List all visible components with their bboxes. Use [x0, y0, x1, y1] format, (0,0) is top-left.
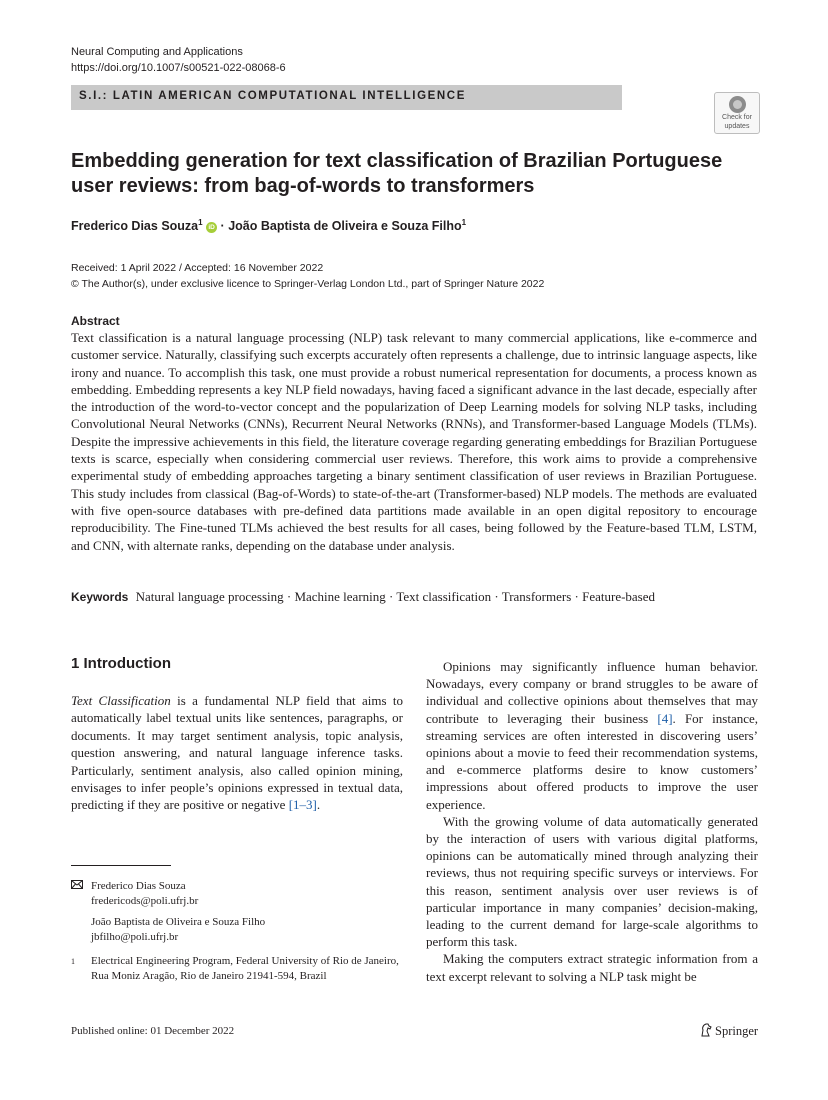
intro-p2-text-b: . For instance, streaming services are often interested in discovering users’ opinions about a movie to feed their recommendation systems, and e-commerce platforms desire to know customers’ impressions about offered products to improve the user experience. [426, 710, 759, 812]
footnotes [71, 879, 403, 984]
affiliation: Electrical Engineering Program, Federal University of Rio de Janeiro, Rua Moniz Aragão, Rio de Janeiro 21941-594, Brazil [91, 955, 399, 982]
orcid-icon[interactable]: iD [206, 222, 217, 233]
intro-p1-end: . [316, 797, 321, 813]
abstract-heading: Abstract [71, 314, 120, 328]
journal-name: Neural Computing and Applications [71, 46, 243, 58]
author-2-email[interactable]: jbfilho@poli.ufrj.br [91, 931, 179, 943]
author-2-name: João Baptista de Oliveira e Souza Filho [91, 916, 266, 928]
intro-paragraph-2 [426, 658, 758, 813]
abstract-section [71, 313, 757, 554]
author-separator: · [220, 219, 225, 234]
publisher-name: Springer [715, 1024, 759, 1038]
author-2[interactable]: João Baptista de Oliveira e Souza Filho [228, 219, 462, 234]
springer-horse-icon [700, 1023, 712, 1037]
received-accepted: Received: 1 April 2022 / Accepted: 16 November 2022 [71, 262, 324, 274]
author-1-affil: 1 [198, 218, 203, 227]
intro-p1-text: is a fundamental NLP field that aims to automatically label textual units like sentences, paragraphs, or documents. It may target sentiment analysis, topic analysis, question answering, and natural language inference tasks. Particularly, sentiment analysis, also called opinion mining, envisages to infer people’s opinions expressed in textual data, predicting if they are positive or negative [71, 693, 403, 813]
journal-header [71, 44, 286, 76]
envelope-icon [71, 879, 83, 894]
journal-doi[interactable]: https://doi.org/10.1007/s00521-022-08068-6 [71, 62, 286, 74]
author-1[interactable]: Frederico Dias Souza [71, 219, 199, 234]
keywords-list: Natural language processing · Machine learning · Text classification · Transformers · Feature-based [135, 589, 656, 604]
right-column [426, 658, 758, 985]
author-list [71, 218, 466, 233]
affiliation-number: 1 [71, 957, 75, 966]
abstract-body: Text classification is a natural language processing (NLP) task relevant to many commercial applications, like e-commerce and customer service. Naturally, classifying such excerpts accurately often represents a challenge, due to intrinsic language aspects, like irony and nuance. To accomplish this task, one must provide a robust numerical representation for documents, a process known as embedding. Embedding represents a key NLP field nowadays, having faced a significant advance in the last decade, especially after the introduction of the word-to-vector concept and the popularization of Deep Learning models for solving NLP tasks, including Convolutional Neural Networks (CNNs), Recurrent Neural Networks (RNNs), and Transformer-based Language Models (TLMs). Despite the impressive achievements in this field, the literature coverage regarding generating embeddings for Brazilian Portuguese texts is scarce, especially when considering commercial user reviews. Therefore, this work aims to provide a comprehensive experimental study of embedding approaches targeting a binary sentiment classification of user reviews in Brazilian Portuguese. This study includes from classical (Bag-of-Words) to state-of-the-art (Transformer-based) NLP models. The methods are evaluated with five open-source databases with pre-defined data partitions made available in an open digital repository to encourage reproducibility. The Fine-tuned TLMs achieved the best results for all cases, being followed by the Feature-based TLM, LSTM, and CNN, with alternate ranks, depending on the database under analysis. [71, 330, 757, 553]
section-label: S.I.: LATIN AMERICAN COMPUTATIONAL INTELLIGENCE [79, 90, 466, 102]
citation-link[interactable]: [4] [657, 710, 673, 726]
keywords [71, 589, 771, 605]
emphasis-text-classification: Text Classification [71, 693, 171, 708]
published-online: Published online: 01 December 2022 [71, 1025, 235, 1037]
check-label-1: Check for [722, 114, 752, 121]
author-1-name: Frederico Dias Souza [91, 880, 186, 892]
intro-p2-text-a: Opinions may significantly influence human behavior. Nowadays, every company or brand struggles to be aware of individual and collective opinions about themselves that may contribute to leveraging their business [426, 659, 758, 726]
section-band [71, 85, 622, 110]
section-heading-introduction: 1 Introduction [71, 655, 171, 672]
check-for-updates-icon [729, 96, 746, 113]
intro-paragraph-1 [71, 692, 403, 814]
keywords-heading: Keywords [71, 590, 129, 604]
check-for-updates-badge[interactable] [714, 92, 760, 134]
check-label-2: updates [724, 122, 750, 130]
corresponding-author [91, 879, 403, 984]
intro-paragraph-3: With the growing volume of data automatically generated by the interaction of users with various digital platforms, opinions can be automatically mined through analyzing their reviews, thus not requiring specific surveys or interviews. For this reason, sentiment analysis over user reviews is of particular importance in many companies’ decision-making, leading to the current demand for large-scale algorithms to perform this task. [426, 813, 758, 950]
publisher-logo [700, 1023, 758, 1039]
copyright-line: © The Author(s), under exclusive licence to Springer-Verlag London Ltd., part of Springer Nature 2022 [71, 278, 545, 290]
footnote-divider [71, 865, 171, 866]
paper-title: Embedding generation for text classification of Brazilian Portuguese user reviews: from bag-of-words to transformers [71, 150, 723, 197]
author-1-email[interactable]: fredericods@poli.ufrj.br [91, 895, 199, 907]
left-column [71, 692, 403, 814]
intro-paragraph-4: Making the computers extract strategic information from a text excerpt relevant to solving a NLP task might be [426, 951, 758, 984]
author-2-affil: 1 [461, 218, 467, 227]
article-history [71, 260, 544, 292]
citation-link[interactable]: [1–3] [288, 797, 317, 813]
